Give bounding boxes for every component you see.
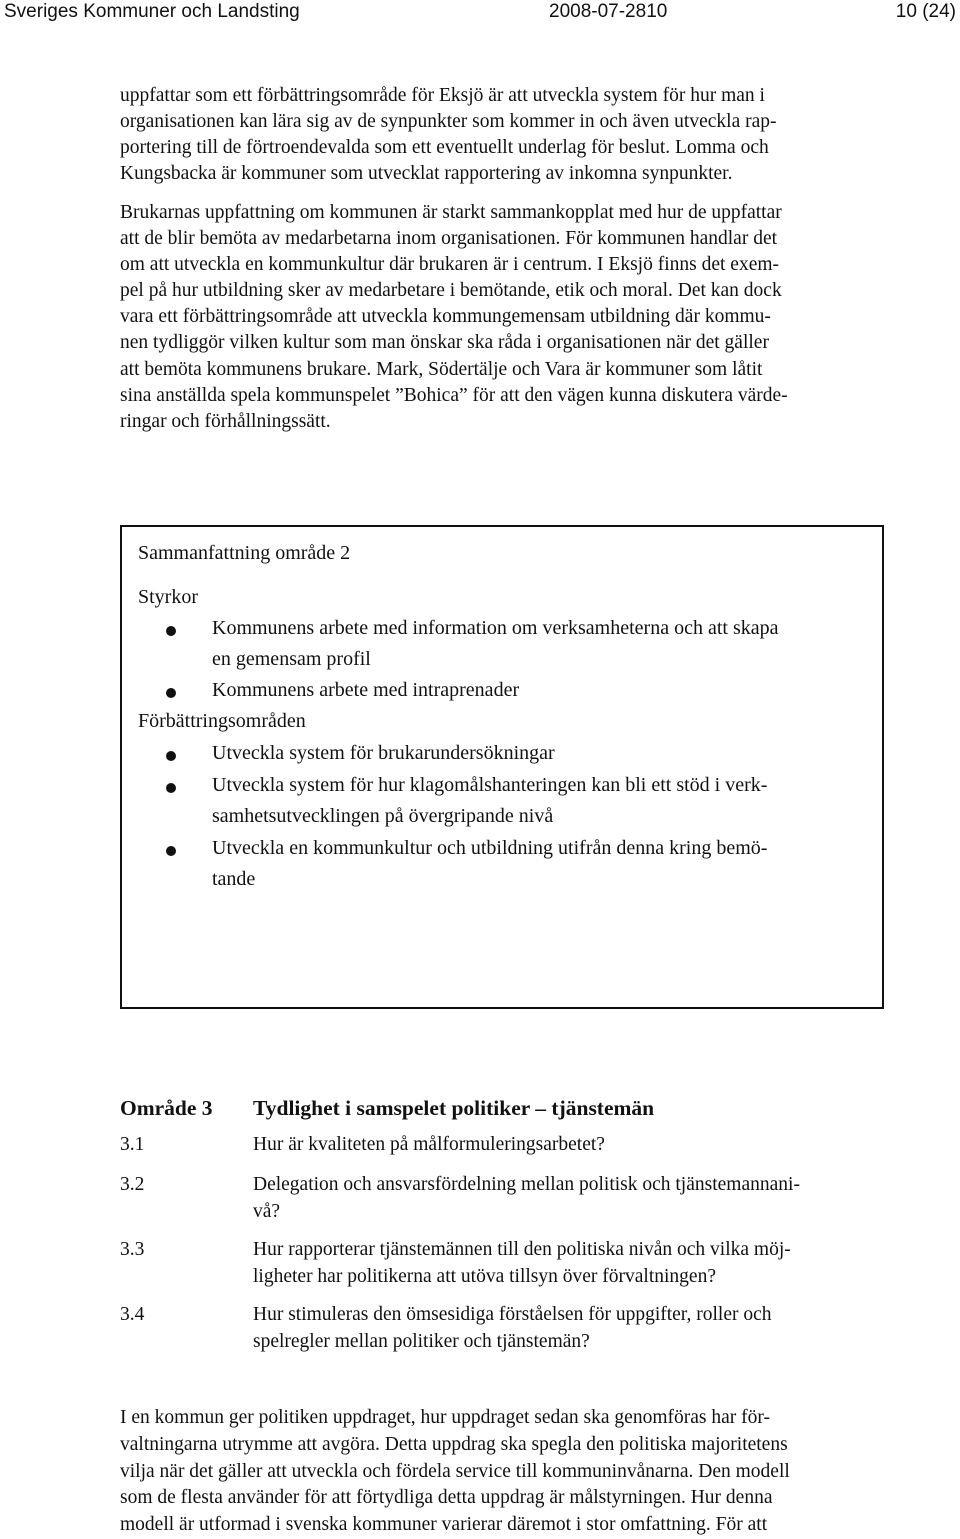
text-line: ringar och förhållningssätt. (120, 410, 331, 432)
text-line: nen tydliggör vilken kultur som man önskar ska råda i organisationen när det gäller (120, 332, 769, 354)
question-text (253, 1236, 791, 1290)
question-line: Hur stimuleras den ömsesidiga förståelsen för uppgifter, roller och (253, 1304, 772, 1325)
header-page-number: 10 (24) (895, 1, 956, 22)
improvement-item-line: Utveckla system för hur klagomålshanteringen kan bli ett stöd i verk- (212, 774, 768, 796)
header-date: 2008-07-2810 (549, 1, 668, 22)
text-line: uppfattar som ett förbättringsområde för Eksjö är att utveckla system för hur man i (120, 85, 765, 106)
question-line: ligheter har politikerna att utöva tillsyn över förvaltningen? (253, 1266, 716, 1287)
text-line: organisationen kan lära sig av de synpunkter som kommer in och även utveckla rap- (120, 111, 777, 133)
summary-box (120, 525, 884, 1009)
question-line: Hur är kvaliteten på målformuleringsarbetet? (253, 1134, 605, 1155)
question-number: 3.4 (120, 1304, 145, 1325)
question-line: Hur rapporterar tjänstemännen till den politiska nivån och vilka möj- (253, 1239, 791, 1260)
section-title: Tydlighet i samspelet politiker – tjänstemän (253, 1096, 655, 1120)
text-line: I en kommun ger politiken uppdraget, hur uppdraget sedan ska genomföras har för- (120, 1407, 770, 1428)
question-line: Delegation och ansvarsfördelning mellan politisk och tjänstemannani- (253, 1174, 800, 1195)
paragraph-feedback (120, 83, 900, 187)
text-line: vara ett förbättringsområde att utveckla kommungemensam utbildning där kommu- (120, 306, 771, 328)
header-organization: Sveriges Kommuner och Landsting (4, 1, 300, 22)
section-label: Område 3 (120, 1096, 213, 1120)
page-header (0, 0, 960, 26)
bullet-icon (166, 783, 176, 793)
bullet-icon (166, 846, 176, 856)
text-line: som de flesta använder för att förtydliga detta uppdrag är målstyrningen. Hur denna (120, 1487, 773, 1509)
improvement-item-line: Utveckla en kommunkultur och utbildning utifrån denna kring bemö- (212, 837, 768, 859)
text-line: portering till de förtroendevalda som ett eventuellt underlag för beslut. Lomma och (120, 137, 769, 159)
text-line: att de blir bemöta av medarbetarna inom organisationen. För kommunen handlar det (120, 228, 778, 250)
improvement-item-line: tande (212, 868, 256, 890)
question-number: 3.2 (120, 1174, 145, 1195)
strength-item-line: en gemensam profil (212, 648, 371, 670)
text-line: pel på hur utbildning sker av medarbetare i bemötande, etik och moral. Det kan dock (120, 280, 782, 302)
strength-item-line: Kommunens arbete med information om verksamheterna och att skapa (212, 617, 779, 639)
summary-title: Sammanfattning område 2 (138, 542, 351, 564)
text-line: valtningarna utrymme att avgöra. Detta uppdrag ska spegla den politiska majoritetens (120, 1433, 788, 1455)
bullet-icon (166, 626, 176, 636)
paragraph-user-perception (120, 200, 900, 435)
improvement-item-line: Utveckla system för brukarundersökningar (212, 742, 555, 764)
text-line: Kungsbacka är kommuner som utvecklat rapportering av inkomna synpunkter. (120, 163, 733, 185)
question-text (253, 1171, 800, 1225)
question-text (253, 1131, 605, 1158)
text-line: sina anställda spela kommunspelet ”Bohica” för att den vägen kunna diskutera värde- (120, 384, 788, 406)
question-number: 3.1 (120, 1134, 145, 1155)
text-line: modell är utformad i svenska kommuner varierar däremot i stor omfattning. För att (120, 1514, 768, 1536)
strengths-heading: Styrkor (138, 586, 198, 608)
bullet-icon (166, 751, 176, 761)
question-number: 3.3 (120, 1239, 145, 1260)
improvements-heading: Förbättringsområden (138, 710, 306, 732)
question-line: spelregler mellan politiker och tjänstemän? (253, 1331, 590, 1352)
strength-item-line: Kommunens arbete med intraprenader (212, 679, 520, 701)
text-line: Brukarnas uppfattning om kommunen är starkt sammankopplat med hur de uppfattar (120, 202, 782, 223)
paragraph-political-mandate (120, 1405, 900, 1539)
question-text (253, 1301, 772, 1355)
text-line: vilja när det gäller att utveckla och fördela service till kommuninvånarna. Den modell (120, 1460, 790, 1482)
bullet-icon (166, 688, 176, 698)
improvement-item-line: samhetsutvecklingen på övergripande nivå (212, 805, 554, 827)
question-line: vå? (253, 1201, 281, 1222)
text-line: att bemöta kommunens brukare. Mark, Södertälje och Vara är kommuner som låtit (120, 358, 763, 380)
text-line: om att utveckla en kommunkultur där brukaren är i centrum. I Eksjö finns det exem- (120, 254, 780, 276)
